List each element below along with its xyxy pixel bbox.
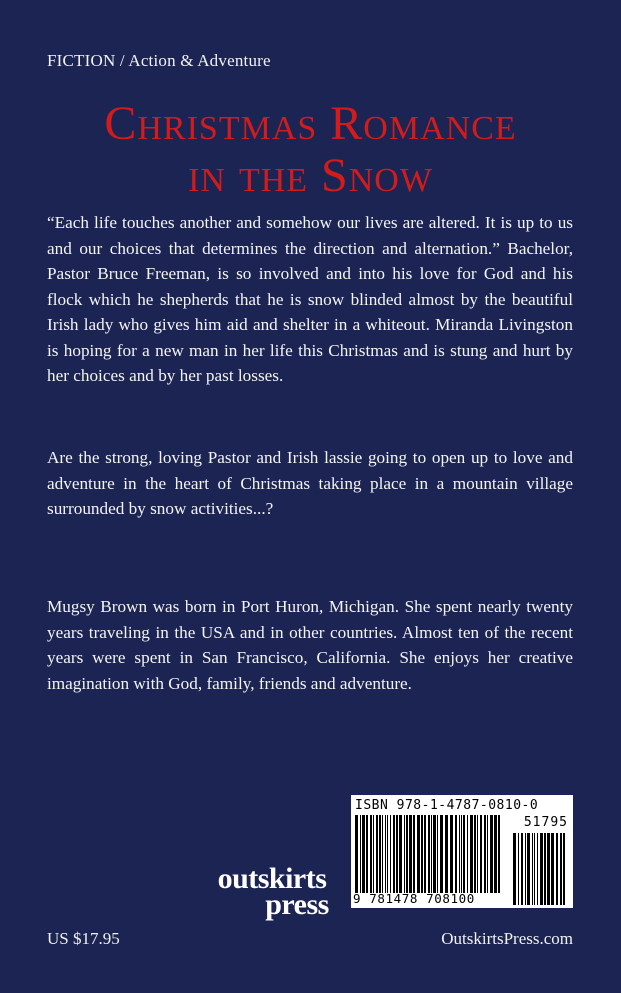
- barcode-bar: [474, 815, 476, 893]
- barcode-bar: [433, 815, 436, 893]
- barcode-bar: [366, 815, 368, 893]
- barcode-bar: [455, 815, 457, 893]
- barcode-bar: [525, 833, 526, 905]
- book-title: [0, 98, 621, 202]
- barcode-bar: [494, 815, 497, 893]
- barcode-bar: [379, 815, 381, 893]
- category-label: FICTION / Action & Adventure: [47, 51, 271, 70]
- barcode-bar: [399, 815, 402, 893]
- barcode-bar: [540, 833, 543, 905]
- barcode-bar: [431, 815, 432, 893]
- barcode-bar: [373, 815, 374, 893]
- blurb-paragraph-1: “Each life touches another and somehow our lives are altered. It is up to us and our choices that determines the direction and alternation.” Bachelor, Pastor Bruce Freeman, is so involved and into his love for God and his flock which he shepherds that he is snow blinded almost by the beautiful Irish lady who gives him aid and shelter in a whiteout. Miranda Livingston is hoping for a new man in her life this Christmas and is stung and hurt by her choices and by her past losses.: [47, 213, 573, 385]
- barcode-bar: [390, 815, 391, 893]
- barcode-bar: [428, 815, 430, 893]
- barcode-bar: [459, 815, 460, 893]
- barcode-bar: [547, 833, 550, 905]
- barcode-bar: [477, 815, 478, 893]
- logo-line-1: outskirts: [217, 862, 327, 895]
- barcode-bar: [413, 815, 415, 893]
- barcode-bar: [445, 815, 448, 893]
- barcode-bar: [421, 815, 423, 893]
- barcode-bar: [396, 815, 398, 893]
- barcode-bar: [560, 833, 562, 905]
- barcode-bar: [417, 815, 420, 893]
- barcode-bar: [424, 815, 426, 893]
- barcode-bar: [467, 815, 468, 893]
- barcode-bar: [556, 833, 558, 905]
- barcode-bar: [463, 815, 465, 893]
- barcode-bar: [518, 833, 519, 905]
- barcode-bar: [360, 815, 361, 893]
- logo-line-2: press: [265, 888, 329, 921]
- barcode-bar: [563, 833, 565, 905]
- barcode-bars: [355, 815, 503, 893]
- barcode-bar: [385, 815, 386, 893]
- barcode-addon-bars: [513, 833, 567, 905]
- barcode-bar: [370, 815, 372, 893]
- barcode-bar: [551, 833, 554, 905]
- barcode-bar: [450, 815, 453, 893]
- isbn-label: ISBN 978-1-4787-0810-0: [355, 798, 539, 813]
- barcode-bar: [532, 833, 533, 905]
- barcode-bar: [382, 815, 383, 893]
- barcode-bar: [490, 815, 493, 893]
- price-label: US $17.95: [47, 929, 120, 948]
- publisher-logo: [204, 862, 340, 921]
- publisher-website: OutskirtsPress.com: [441, 929, 573, 948]
- barcode-bar: [393, 815, 395, 893]
- barcode-bar: [461, 815, 462, 893]
- barcode-bar: [376, 815, 378, 893]
- barcode-bar: [484, 815, 486, 893]
- barcode-bar: [470, 815, 473, 893]
- barcode-bar: [440, 815, 443, 893]
- barcode-bar: [437, 815, 438, 893]
- barcode-bar: [527, 833, 530, 905]
- barcode-bar: [406, 815, 408, 893]
- price-code: 51795: [523, 815, 568, 830]
- isbn-barcode: [351, 795, 573, 908]
- barcode-bar: [355, 815, 358, 893]
- barcode-bar: [544, 833, 546, 905]
- barcode-bar: [480, 815, 482, 893]
- barcode-bar: [362, 815, 365, 893]
- barcode-bar: [513, 833, 516, 905]
- title-line-2: in the Snow: [188, 149, 433, 202]
- barcode-bar: [387, 815, 388, 893]
- barcode-bar: [404, 815, 405, 893]
- blurb-paragraph-2: Are the strong, loving Pastor and Irish lassie going to open up to love and adventure in the heart of Christmas taking place in a mountain village surrounded by snow activities...?: [47, 448, 573, 518]
- author-bio: Mugsy Brown was born in Port Huron, Michigan. She spent nearly twenty years traveling in the USA and in other countries. Almost ten of the recent years were spent in San Francisco, California. She enjoys her creative imagination with God, family, friends and adventure.: [47, 597, 573, 693]
- barcode-bar: [521, 833, 523, 905]
- barcode-bar: [537, 833, 538, 905]
- barcode-bar: [498, 815, 500, 893]
- ean-digits: 9 781478 708100: [353, 891, 475, 906]
- barcode-bar: [487, 815, 488, 893]
- barcode-bar: [534, 833, 535, 905]
- title-line-1: Christmas Romance: [104, 97, 517, 150]
- barcode-bar: [409, 815, 412, 893]
